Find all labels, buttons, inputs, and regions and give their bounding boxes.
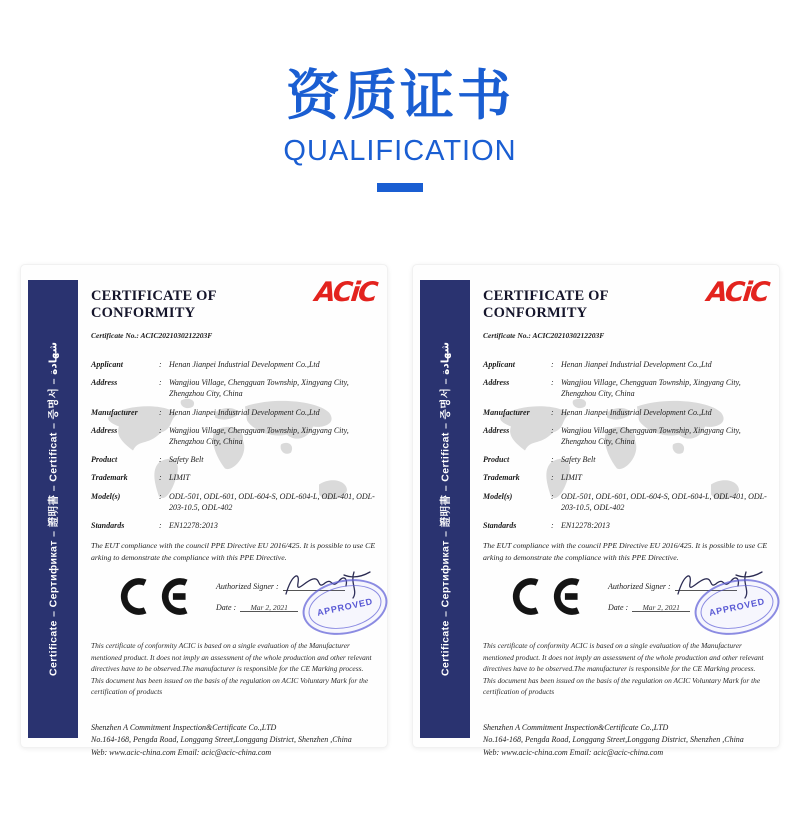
field-row-address <box>483 377 768 400</box>
disclaimer-text: This certificate of conformity ACIC is based on a single evaluation of the Manufacturer mentioned product. It does not imply an assessment of the whole production and other relevant directives have to be observed.The manufacturer is responsible for the CE Marking process. This document has been issued on the basis of the regulation on ACIC Voluntary Mark for the certification of products <box>483 641 764 697</box>
field-value: Henan Jianpei Industrial Development Co.,Ltd <box>169 407 320 417</box>
issuer-block <box>483 722 768 760</box>
field-label: Standards <box>91 521 125 531</box>
issuer-company: Shenzhen A Commitment Inspection&Certificate Co.,LTD <box>91 722 277 732</box>
field-label: Model(s) <box>483 491 513 501</box>
date-label: Date : <box>216 602 237 612</box>
field-label: Address <box>483 425 510 435</box>
field-label: Address <box>91 425 118 435</box>
certificate-number-label: Certificate No.: <box>91 330 139 340</box>
field-label: Applicant <box>483 359 516 369</box>
certificate-sidebar <box>28 280 78 738</box>
title-underline-dash <box>377 183 423 192</box>
disclaimer-text: This certificate of conformity ACIC is based on a single evaluation of the Manufacturer mentioned product. It does not imply an assessment of the whole production and other relevant directives have to be observed.The manufacturer is responsible for the CE Marking process. This document has been issued on the basis of the regulation on ACIC Voluntary Mark for the certification of products <box>91 641 372 697</box>
field-value: Safety Belt <box>561 455 596 465</box>
field-label: Address <box>91 377 118 387</box>
field-row-trademark <box>91 472 376 484</box>
issuer-contact: Web: www.acic-china.com Email: acic@acic-china.com <box>91 748 272 758</box>
approved-stamp-text: APPROVED <box>316 595 374 618</box>
field-separator: : <box>159 473 162 483</box>
issuer-block <box>91 722 376 760</box>
approved-stamp-text: APPROVED <box>708 595 766 618</box>
field-row-models <box>91 491 376 514</box>
field-row-address-2 <box>91 425 376 448</box>
field-label: Applicant <box>91 359 124 369</box>
field-separator: : <box>551 491 554 501</box>
field-row-trademark <box>483 472 768 484</box>
certificate-card-right <box>412 264 780 758</box>
acic-logo: ACiC <box>313 276 378 308</box>
signature-block <box>216 581 374 618</box>
certificate-content <box>483 276 770 758</box>
field-separator: : <box>159 407 162 417</box>
field-separator: : <box>159 377 162 387</box>
field-row-manufacturer <box>91 407 376 419</box>
field-separator: : <box>159 491 162 501</box>
certificate-sidebar <box>420 280 470 738</box>
compliance-statement: The EUT compliance with the council PPE Directive EU 2016/425. It is possible to use CE arking to demonstrate the compliance with this PPE Directive. <box>91 540 376 562</box>
field-separator: : <box>551 425 554 435</box>
field-value: Wangjiou Village, Chengguan Township, Xingyang City, Zhengzhou City, China <box>561 377 741 399</box>
ce-mark-icon <box>507 577 583 616</box>
field-row-applicant <box>91 359 376 371</box>
date-label: Date : <box>608 602 629 612</box>
field-row-product <box>91 454 376 466</box>
field-separator: : <box>551 473 554 483</box>
field-value: Wangjiou Village, Chengguan Township, Xingyang City, Zhengzhou City, China <box>169 425 349 447</box>
certificate-fields <box>91 359 376 532</box>
field-value: Henan Jianpei Industrial Development Co.,Ltd <box>169 359 320 369</box>
issuer-company: Shenzhen A Commitment Inspection&Certificate Co.,LTD <box>483 722 669 732</box>
field-separator: : <box>551 455 554 465</box>
issuer-contact: Web: www.acic-china.com Email: acic@acic-china.com <box>483 748 664 758</box>
field-separator: : <box>159 359 162 369</box>
ce-signature-row <box>91 577 376 616</box>
field-label: Model(s) <box>91 491 121 501</box>
field-label: Manufacturer <box>483 407 530 417</box>
field-label: Product <box>483 455 510 465</box>
field-value: LIMIT <box>561 473 582 483</box>
ce-signature-row <box>483 577 768 616</box>
certificate-card-left <box>20 264 388 758</box>
certificates-row <box>0 264 800 758</box>
page-header <box>0 0 800 192</box>
authorized-signer-label: Authorized Signer : <box>216 581 279 591</box>
field-value: Henan Jianpei Industrial Development Co.,Ltd <box>561 359 712 369</box>
field-label: Product <box>91 455 118 465</box>
acic-logo: ACiC <box>705 276 770 308</box>
field-row-models <box>483 491 768 514</box>
page-title-chinese: 资质证书 <box>286 64 514 127</box>
sidebar-multilingual-text: Certificate – Сертификат – 證明書 – Certificat – 증명서 – شهادة <box>439 341 452 676</box>
field-row-address-2 <box>483 425 768 448</box>
field-value: Wangjiou Village, Chengguan Township, Xingyang City, Zhengzhou City, China <box>169 377 349 399</box>
field-row-product <box>483 454 768 466</box>
ce-mark-icon <box>115 577 191 616</box>
certificate-title: CERTIFICATE OF CONFORMITY <box>91 287 217 321</box>
field-row-address <box>91 377 376 400</box>
issuer-address: No.164-168, Pengda Road, Longgang Street,Longgang District, Shenzhen ,China <box>91 735 352 745</box>
certificate-number-value: ACIC2021030212203F <box>532 330 605 340</box>
field-value: Henan Jianpei Industrial Development Co.,Ltd <box>561 407 712 417</box>
date-value: Mar 2, 2021 <box>240 603 298 612</box>
field-value: ODL-501, ODL-601, ODL-604-S, ODL-604-L, ODL-401, ODL-203-10.5, ODL-402 <box>561 491 767 513</box>
field-value: EN12278:2013 <box>561 521 610 531</box>
field-separator: : <box>159 521 162 531</box>
field-separator: : <box>551 359 554 369</box>
certificate-content <box>91 276 378 758</box>
certificate-fields <box>483 359 768 532</box>
field-separator: : <box>551 377 554 387</box>
certificate-number-value: ACIC2021030212203F <box>140 330 213 340</box>
field-row-applicant <box>483 359 768 371</box>
field-label: Trademark <box>483 473 520 483</box>
signature-block <box>608 581 766 618</box>
certificate-number-line <box>91 331 376 340</box>
field-value: Wangjiou Village, Chengguan Township, Xingyang City, Zhengzhou City, China <box>561 425 741 447</box>
field-label: Trademark <box>91 473 128 483</box>
certificate-title: CERTIFICATE OF CONFORMITY <box>483 287 609 321</box>
field-value: EN12278:2013 <box>169 521 218 531</box>
field-row-standards <box>483 520 768 532</box>
field-label: Address <box>483 377 510 387</box>
field-value: ODL-501, ODL-601, ODL-604-S, ODL-604-L, ODL-401, ODL-203-10.5, ODL-402 <box>169 491 375 513</box>
field-row-standards <box>91 520 376 532</box>
authorized-signer-label: Authorized Signer : <box>608 581 671 591</box>
certificate-number-label: Certificate No.: <box>483 330 531 340</box>
field-label: Manufacturer <box>91 407 138 417</box>
field-separator: : <box>159 455 162 465</box>
field-value: LIMIT <box>169 473 190 483</box>
certificate-number-line <box>483 331 768 340</box>
field-separator: : <box>551 407 554 417</box>
field-row-manufacturer <box>483 407 768 419</box>
field-separator: : <box>159 425 162 435</box>
sidebar-multilingual-text: Certificate – Сертификат – 證明書 – Certificat – 증명서 – شهادة <box>47 341 60 676</box>
compliance-statement: The EUT compliance with the council PPE Directive EU 2016/425. It is possible to use CE arking to demonstrate the compliance with this PPE Directive. <box>483 540 768 562</box>
issuer-address: No.164-168, Pengda Road, Longgang Street,Longgang District, Shenzhen ,China <box>483 735 744 745</box>
date-value: Mar 2, 2021 <box>632 603 690 612</box>
field-separator: : <box>551 521 554 531</box>
field-value: Safety Belt <box>169 455 204 465</box>
field-label: Standards <box>483 521 517 531</box>
page-title-english: QUALIFICATION <box>283 134 517 167</box>
